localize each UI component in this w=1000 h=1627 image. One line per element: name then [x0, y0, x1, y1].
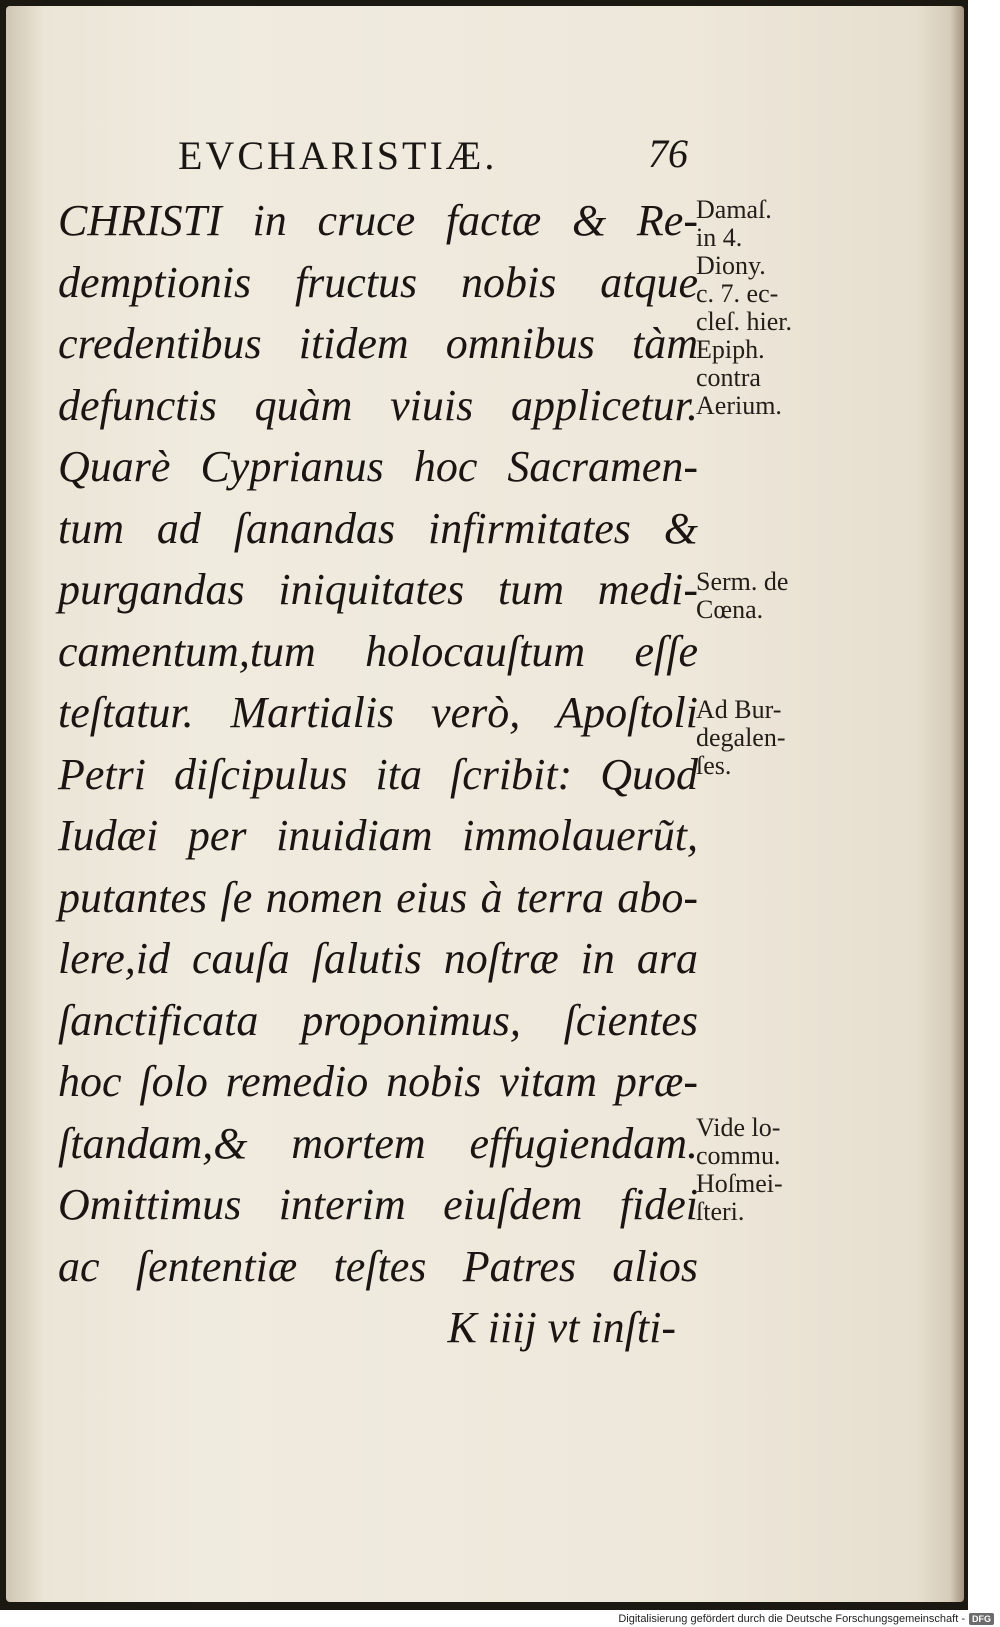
text-line: lere,id cauſa ſalutis noſtræ in ara — [58, 934, 698, 983]
text-line: CHRISTI in cruce factæ & Re- — [58, 196, 698, 245]
page-edge-shadow — [950, 6, 964, 1602]
body-text — [58, 190, 698, 1359]
running-head — [178, 132, 688, 182]
margin-note: Ad Bur- degalen- ſes. — [696, 695, 786, 780]
credit-text: Digitalisierung gefördert durch die Deutsche Forschungsgemeinschaft - — [618, 1613, 965, 1625]
book-page — [6, 6, 964, 1602]
text-line: demptionis fructus nobis atque — [58, 257, 698, 307]
text-line: teſtatur. Martialis verò, Apoſtoli — [58, 688, 698, 737]
page-number: 76 — [648, 131, 688, 176]
text-line: Quarè Cyprianus hoc Sacramen- — [58, 442, 698, 491]
dfg-logo: DFG — [969, 1613, 994, 1625]
text-line: camentum,tum holocauſtum eſſe — [58, 626, 698, 676]
text-line: Omittimus interim eiuſdem fidei — [58, 1180, 698, 1229]
digitization-credit — [618, 1613, 994, 1625]
running-head-title: EVCHARISTIÆ. — [178, 133, 498, 178]
margin-note: Damaſ. in 4. Diony. c. 7. ec- cleſ. hier. Epiph. contra Aerium. — [696, 195, 793, 420]
text-line: credentibus itidem omnibus tàm — [58, 319, 698, 368]
text-line: defunctis quàm viuis applicetur. — [58, 380, 698, 430]
text-line: ac ſententiæ teſtes Patres alios — [58, 1241, 698, 1291]
margin-note: Serm. de Cœna. — [696, 567, 789, 624]
text-line: tum ad ſanandas infirmitates & — [58, 503, 698, 553]
text-line: ſtandam,& mortem effugiendam. — [58, 1118, 698, 1168]
text-line: Iudæi per inuidiam immolauerũt, — [58, 811, 698, 860]
text-line: Petri diſcipulus ita ſcribit: Quod — [58, 749, 698, 799]
text-line: putantes ſe nomen eius à terra abo- — [58, 872, 698, 922]
text-line: hoc ſolo remedio nobis vitam præ- — [58, 1057, 698, 1106]
text-line: purgandas iniquitates tum medi- — [58, 565, 698, 614]
catchword-line: K iiij vt inſti- — [447, 1303, 676, 1352]
margin-note: Vide lo- commu. Hoſmei- ſteri. — [696, 1113, 783, 1226]
text-line: ſanctificata proponimus, ſcientes — [58, 995, 698, 1045]
